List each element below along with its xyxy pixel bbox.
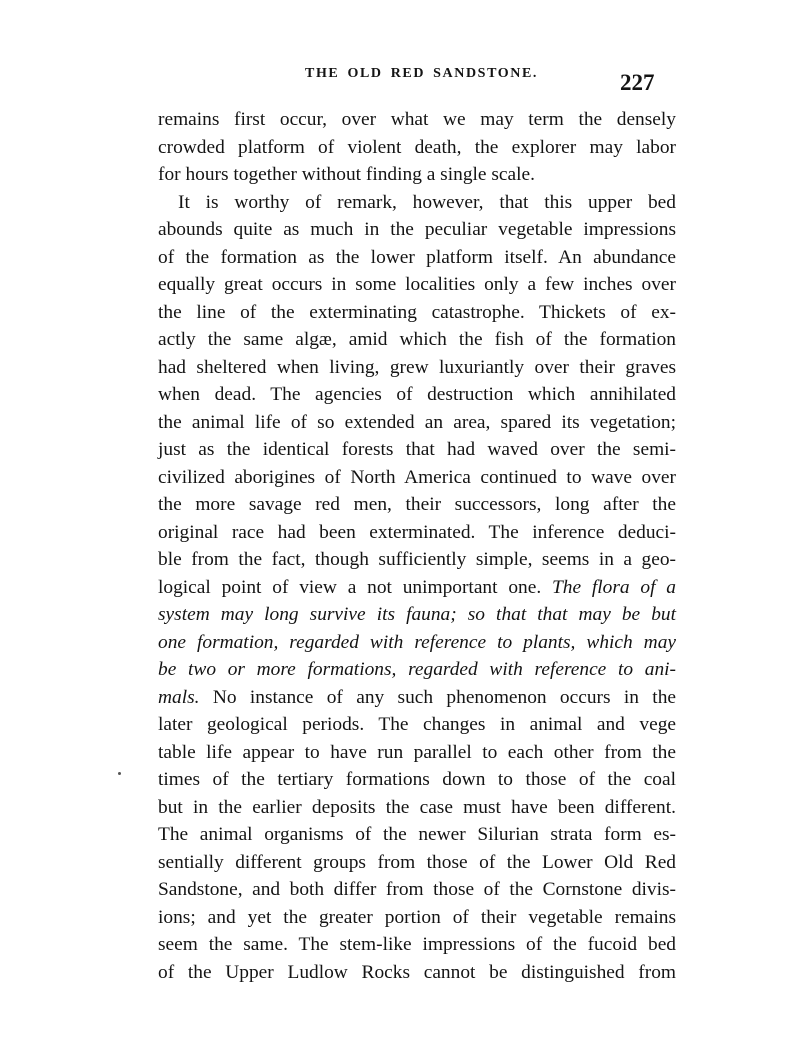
text-line: It is worthy of remark, however, that this upper bed [178,191,676,213]
text-line: had sheltered when living, grew luxuriantly over their graves [158,356,676,378]
text-line: crowded platform of violent death, the explorer may labor [158,136,676,158]
text-line: times of the tertiary formations down to those of the coal [158,769,676,790]
text-line: sentially different groups from those of the Lower Old Red [158,851,676,873]
running-title: THE OLD RED SANDSTONE. [305,66,538,81]
text-line: The animal organisms of the newer Silurian strata form es- [158,824,676,845]
text-line: for hours together without finding a single scale. [158,164,535,185]
text-line: civilized aborigines of North America continued to wave over [158,466,676,488]
text-line-italic [158,656,676,684]
italic-fragment: mals. [158,686,200,708]
print-speck [118,772,121,775]
body-text [158,106,676,986]
text-line: actly the same algæ, amid which the fish of the formation [158,329,676,350]
italic-fragment: The flora of a [551,576,676,598]
text-line-italic [158,629,676,657]
italic-fragment: be two or more formations, regarded with reference to ani- [158,659,676,680]
text-line-mixed [158,574,676,602]
text-line: Sandstone, and both differ from those of the Cornstone divis- [158,879,676,900]
text-line: when dead. The agencies of destruction which annihilated [158,384,676,405]
text-line: ble from the fact, though sufficiently simple, seems in a geo- [158,549,676,570]
text-line: ions; and yet the greater portion of their vegetable remains [158,906,676,928]
text-fragment: logical point of view a not unimportant one. [158,576,542,598]
text-line-italic [158,601,676,629]
text-line: the line of the exterminating catastrophe. Thickets of ex- [158,301,676,323]
text-line: of the formation as the lower platform itself. An abundance [158,246,676,268]
text-line: original race had been exterminated. The inference deduci- [158,521,676,543]
text-line: remains first occur, over what we may term the densely [158,109,676,130]
text-line: but in the earlier deposits the case must have been different. [158,796,676,818]
italic-fragment: system may long survive its fauna; so that that may be but [158,604,676,625]
text-line: the animal life of so extended an area, spared its vegetation; [158,411,676,433]
text-line: just as the identical forests that had waved over the semi- [158,439,676,460]
text-line-mixed [158,684,676,712]
text-line: seem the same. The stem-like impressions of the fucoid bed [158,934,676,955]
italic-fragment: one formation, regarded with reference to plants, which may [158,631,676,653]
page-number: 227 [620,70,655,95]
text-line: table life appear to have run parallel to each other from the [158,741,676,763]
text-fragment: No instance of any such phenomenon occurs in the [212,686,676,708]
text-line: abounds quite as much in the peculiar vegetable impressions [158,219,676,240]
text-line: equally great occurs in some localities only a few inches over [158,274,676,295]
text-line: the more savage red men, their successors, long after the [158,494,676,515]
text-line: later geological periods. The changes in animal and vege [158,714,676,735]
text-line: of the Upper Ludlow Rocks cannot be distinguished from [158,961,676,983]
